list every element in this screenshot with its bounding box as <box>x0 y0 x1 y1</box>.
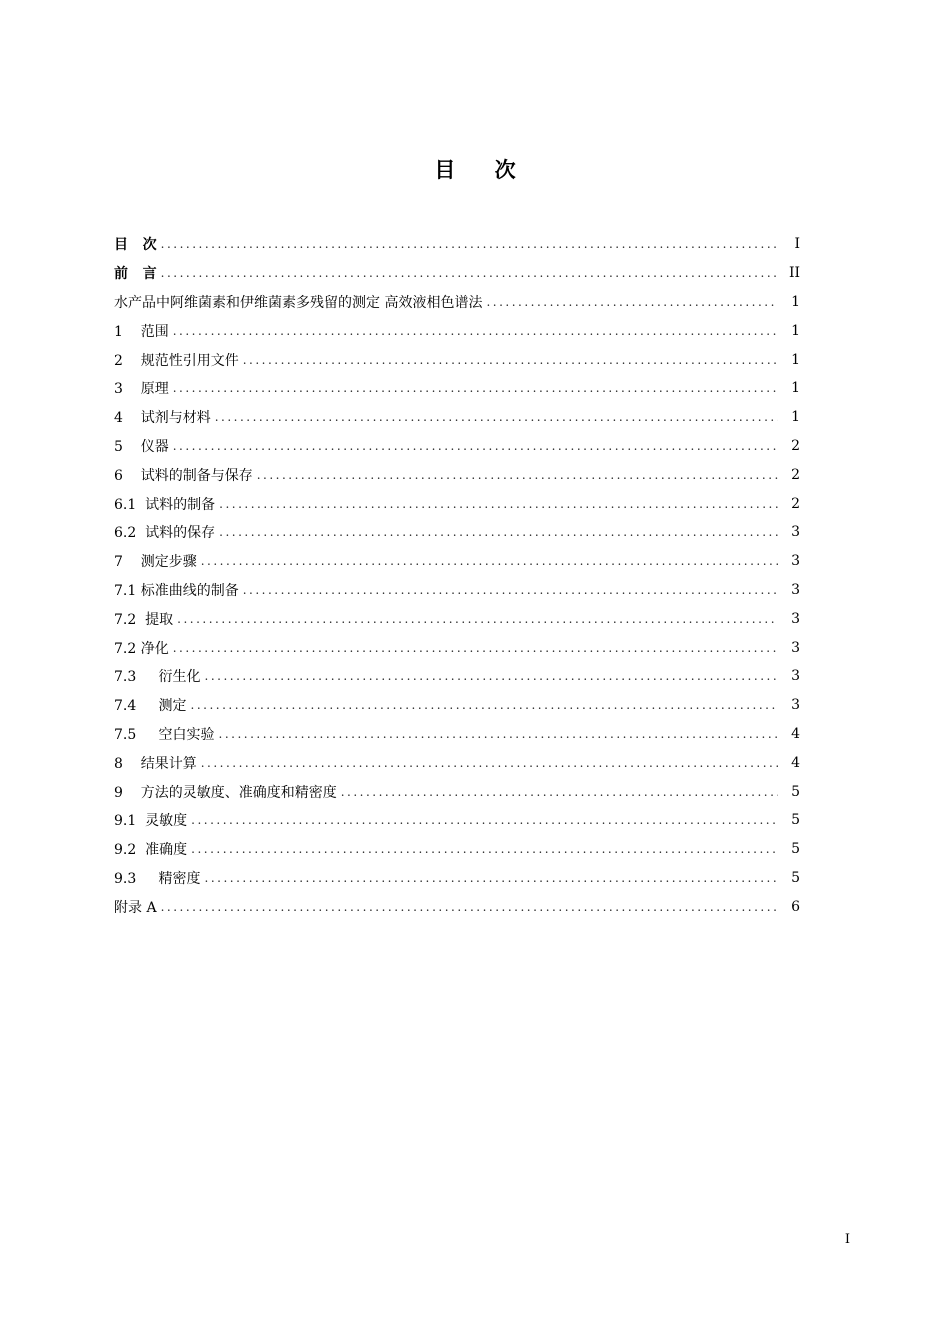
toc-dot-leader <box>486 295 778 309</box>
toc-entry-label: 7.2 净化 <box>114 640 169 657</box>
page-number: I <box>844 1232 850 1247</box>
toc-entry-label: 5 仪器 <box>114 438 169 455</box>
toc-entry-page: I <box>794 236 800 253</box>
toc-entry[interactable] <box>114 748 800 777</box>
toc-entry-page: 3 <box>791 581 800 598</box>
toc-dot-leader <box>243 353 778 367</box>
toc-dot-leader <box>161 900 778 914</box>
toc-entry-label: 7 测定步骤 <box>114 554 197 571</box>
toc-entry-page: 3 <box>791 524 800 541</box>
toc-entry[interactable] <box>114 374 800 403</box>
toc-entry-page: 3 <box>791 697 800 714</box>
toc-entry-label: 6.1 试料的制备 <box>114 496 216 513</box>
toc-entry-page: 3 <box>791 668 800 685</box>
toc-entry-page: 3 <box>791 639 800 656</box>
toc-entry[interactable] <box>114 518 800 547</box>
toc-entry-label: 7.2 提取 <box>114 611 174 628</box>
toc-entry[interactable] <box>114 259 800 288</box>
toc-entry-label: 9.2 准确度 <box>114 842 188 859</box>
toc-entry[interactable] <box>114 288 800 317</box>
table-of-contents <box>114 230 800 921</box>
toc-entry-label: 目 次 <box>114 237 157 254</box>
toc-entry[interactable] <box>114 316 800 345</box>
toc-entry-page: 5 <box>791 869 800 886</box>
toc-entry-page: 1 <box>791 293 800 310</box>
toc-entry[interactable] <box>114 633 800 662</box>
toc-entry-page: 1 <box>791 322 800 339</box>
toc-dot-leader <box>191 842 778 856</box>
toc-entry[interactable] <box>114 604 800 633</box>
toc-entry[interactable] <box>114 691 800 720</box>
toc-dot-leader <box>257 468 778 482</box>
toc-entry-page: 1 <box>791 351 800 368</box>
toc-entry-label: 7.5 空白实验 <box>114 726 215 743</box>
toc-entry-page: 2 <box>791 466 800 483</box>
toc-entry[interactable] <box>114 460 800 489</box>
toc-entry-page: 2 <box>791 495 800 512</box>
toc-entry[interactable] <box>114 806 800 835</box>
toc-entry-page: 5 <box>791 783 800 800</box>
toc-entry-page: II <box>788 265 800 282</box>
toc-entry-label: 6 试料的制备与保存 <box>114 467 253 484</box>
page-title: 目 次 <box>434 158 532 182</box>
toc-entry-label: 9.1 灵敏度 <box>114 813 188 830</box>
toc-entry[interactable] <box>114 230 800 259</box>
toc-entry-label: 7.1 标准曲线的制备 <box>114 582 239 599</box>
toc-entry[interactable] <box>114 835 800 864</box>
toc-entry-label: 水产品中阿维菌素和伊维菌素多残留的测定 高效液相色谱法 <box>114 294 483 311</box>
toc-dot-leader <box>219 727 778 741</box>
toc-dot-leader <box>173 381 778 395</box>
toc-entry[interactable] <box>114 720 800 749</box>
toc-dot-leader <box>201 554 778 568</box>
toc-entry[interactable] <box>114 864 800 893</box>
toc-dot-leader <box>205 669 778 683</box>
toc-entry[interactable] <box>114 547 800 576</box>
toc-dot-leader <box>219 497 778 511</box>
toc-entry[interactable] <box>114 489 800 518</box>
toc-entry-page: 2 <box>791 437 800 454</box>
toc-entry-label: 2 规范性引用文件 <box>114 352 239 369</box>
toc-dot-leader <box>341 785 778 799</box>
toc-entry-page: 3 <box>791 610 800 627</box>
toc-entry[interactable] <box>114 432 800 461</box>
toc-entry-page: 1 <box>791 380 800 397</box>
toc-entry[interactable] <box>114 403 800 432</box>
toc-entry-label: 9.3 精密度 <box>114 870 201 887</box>
toc-entry-label: 附录 A <box>114 899 157 916</box>
toc-entry-label: 6.2 试料的保存 <box>114 525 216 542</box>
toc-entry-page: 3 <box>791 553 800 570</box>
toc-entry[interactable] <box>114 662 800 691</box>
toc-entry[interactable] <box>114 777 800 806</box>
toc-entry-label: 9 方法的灵敏度、准确度和精密度 <box>114 784 337 801</box>
toc-dot-leader <box>215 410 778 424</box>
toc-entry-page: 5 <box>791 812 800 829</box>
toc-dot-leader <box>173 439 778 453</box>
toc-dot-leader <box>173 324 778 338</box>
toc-dot-leader <box>161 266 778 280</box>
toc-entry-label: 7.3 衍生化 <box>114 669 201 686</box>
toc-entry-label: 3 原理 <box>114 381 169 398</box>
toc-entry-page: 5 <box>791 841 800 858</box>
toc-entry-label: 8 结果计算 <box>114 755 197 772</box>
toc-dot-leader <box>243 583 778 597</box>
toc-dot-leader <box>161 237 778 251</box>
toc-entry-page: 4 <box>791 754 800 771</box>
toc-entry-page: 6 <box>791 898 800 915</box>
toc-dot-leader <box>219 525 778 539</box>
toc-dot-leader <box>205 871 778 885</box>
toc-entry-label: 前 言 <box>114 266 157 283</box>
toc-entry[interactable] <box>114 345 800 374</box>
toc-entry[interactable] <box>114 576 800 605</box>
toc-dot-leader <box>201 756 778 770</box>
toc-entry-label: 7.4 测定 <box>114 698 187 715</box>
toc-entry-label: 4 试剂与材料 <box>114 410 211 427</box>
toc-entry-page: 1 <box>791 409 800 426</box>
toc-dot-leader <box>191 813 778 827</box>
toc-entry-page: 4 <box>791 725 800 742</box>
toc-dot-leader <box>173 641 778 655</box>
toc-dot-leader <box>177 612 778 626</box>
toc-dot-leader <box>191 698 778 712</box>
toc-entry[interactable] <box>114 892 800 921</box>
toc-entry-label: 1 范围 <box>114 323 169 340</box>
